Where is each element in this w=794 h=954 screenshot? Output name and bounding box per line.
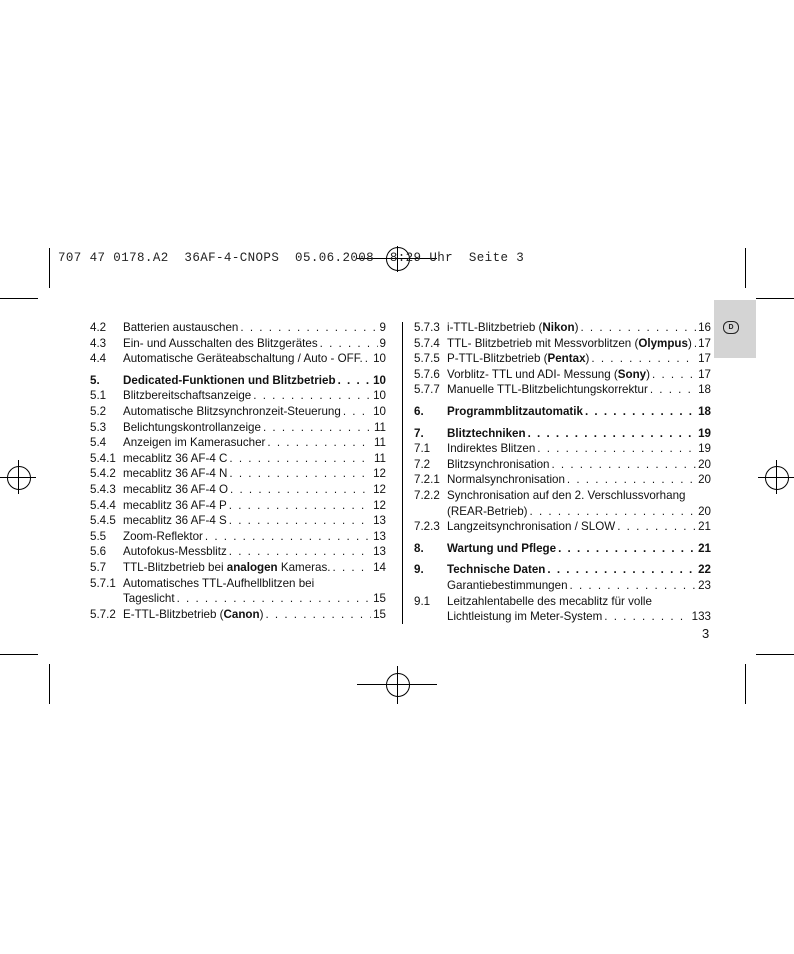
toc-entry-number: 5.5 xyxy=(90,529,107,543)
toc-leader-dots xyxy=(229,467,371,480)
toc-entry-number: 5.7.1 xyxy=(90,576,116,590)
toc-leader-dots xyxy=(333,561,372,574)
toc-leader-dots xyxy=(267,436,372,449)
toc-entry-page: 15 xyxy=(373,592,386,606)
toc-entry xyxy=(90,436,386,452)
toc-entry-page: 22 xyxy=(698,563,711,577)
print-header-line: 707 47 0178.A2 36AF-4-CNOPS 05.06.2008 8:29 Uhr Seite 3 xyxy=(58,251,525,265)
toc-entry-number: 7.2.3 xyxy=(414,520,440,534)
toc-entry xyxy=(414,442,711,458)
toc-leader-dots xyxy=(547,563,696,576)
toc-entry xyxy=(90,374,386,390)
toc-entry xyxy=(414,489,711,505)
toc-entry-title: Dedicated-Funktionen und Blitzbetrieb xyxy=(123,373,336,387)
toc-leader-dots xyxy=(528,427,697,440)
toc-entry-number: 5.4.3 xyxy=(90,482,116,496)
register-bottom-circle xyxy=(386,673,410,697)
toc-entry-title: Garantiebestimmungen xyxy=(447,578,568,592)
toc-entry-page: 11 xyxy=(373,420,386,434)
toc-leader-dots xyxy=(365,352,371,365)
toc-entry-brand: Olympus xyxy=(638,336,688,350)
toc-entry-page: 18 xyxy=(698,383,711,397)
toc-entry xyxy=(90,405,386,421)
toc-entry-title: Programmblitzautomatik xyxy=(447,404,583,418)
toc-entry-title: Indirektes Blitzen xyxy=(447,442,536,456)
toc-entry-title: Normalsynchronisation xyxy=(447,473,565,487)
toc-entry-number: 5.7.3 xyxy=(414,321,440,334)
toc-entry-number: 5. xyxy=(90,373,100,387)
toc-leader-dots xyxy=(343,405,371,418)
toc-entry-title: Anzeigen im Kamerasucher xyxy=(123,436,266,450)
toc-entry-page: 13 xyxy=(373,545,386,559)
toc-leader-dots xyxy=(320,337,378,350)
toc-entry xyxy=(414,542,711,558)
crop-mark-top-right-v xyxy=(745,248,746,288)
crop-mark-top-left-v xyxy=(49,248,50,288)
toc-leader-dots xyxy=(537,442,696,455)
toc-entry-title: Zoom-Reflektor xyxy=(123,529,203,543)
toc-leader-dots xyxy=(570,579,697,592)
toc-entry-page: 13 xyxy=(373,514,386,528)
toc-entry-page: 18 xyxy=(698,404,711,418)
toc-entry-title: Automatisches TTL-Aufhellblitzen bei xyxy=(123,576,315,590)
toc-entry-number: 5.4.4 xyxy=(90,498,116,512)
toc-entry xyxy=(90,499,386,515)
toc-leader-dots xyxy=(652,368,696,381)
toc-entry-number: 5.7.5 xyxy=(414,352,440,366)
toc-leader-dots xyxy=(229,514,371,527)
crop-mark-top-left-h xyxy=(0,298,38,299)
toc-entry-title: Leitzahlentabelle des mecablitz für volle xyxy=(447,594,652,608)
toc-entry-number: 7.2 xyxy=(414,457,431,471)
toc-entry-number: 4.3 xyxy=(90,336,107,350)
toc-entry-number: 7. xyxy=(414,426,424,440)
toc-leader-dots xyxy=(551,458,696,471)
toc-entry-page: 17 xyxy=(698,367,711,381)
toc-entry-title: mecablitz 36 AF-4 O xyxy=(123,482,229,496)
toc-entry xyxy=(90,389,386,405)
toc-entry-page: 11 xyxy=(373,436,386,450)
toc-entry xyxy=(90,514,386,530)
toc-entry-title: E-TTL-Blitzbetrieb (Canon) xyxy=(123,607,264,621)
toc-entry xyxy=(414,595,711,611)
toc-entry-page: 16 xyxy=(698,321,711,334)
toc-entry-title: Langzeitsynchronisation / SLOW xyxy=(447,520,616,534)
toc-entry-title: Tageslicht xyxy=(123,592,175,606)
toc-entry-brand: Sony xyxy=(617,367,647,381)
toc-entry-number: 5.2 xyxy=(90,404,107,418)
toc-entry-number: 5.6 xyxy=(90,545,107,559)
toc-leader-dots xyxy=(229,452,372,465)
toc-entry xyxy=(90,561,386,577)
toc-entry-page: 10 xyxy=(373,404,386,418)
toc-entry-number: 5.4.2 xyxy=(90,467,116,481)
toc-entry-number: 7.2.1 xyxy=(414,473,440,487)
column-divider xyxy=(402,322,403,624)
toc-entry-title: Synchronisation auf den 2. Verschlussvorhang xyxy=(447,488,686,502)
toc-entry-number: 5.7.7 xyxy=(414,383,440,397)
toc-entry-title: mecablitz 36 AF-4 N xyxy=(123,467,228,481)
toc-entry xyxy=(414,383,711,399)
toc-entry xyxy=(90,452,386,468)
toc-entry xyxy=(414,321,711,337)
toc-entry xyxy=(414,610,711,626)
register-left-circle xyxy=(7,466,31,490)
toc-entry xyxy=(90,545,386,561)
toc-entry-number: 5.4.1 xyxy=(90,451,116,465)
toc-entry xyxy=(90,421,386,437)
toc-entry xyxy=(414,458,711,474)
toc-entry-title: Blitzbereitschaftsanzeige xyxy=(123,389,252,403)
toc-entry-title: TTL-Blitzbetrieb bei analogen Kameras. xyxy=(123,560,331,574)
toc-entry-title: i-TTL-Blitzbetrieb (Nikon) xyxy=(447,321,579,334)
toc-leader-dots xyxy=(265,608,371,621)
toc-entry-page: 20 xyxy=(698,457,711,471)
page-number: 3 xyxy=(702,626,710,641)
toc-leader-dots xyxy=(229,545,371,558)
toc-entry-title: Vorblitz- TTL und ADI- Messung (Sony) xyxy=(447,367,650,381)
toc-entry-title: TTL- Blitzbetrieb mit Messvorblitzen (Olympus) xyxy=(447,336,692,350)
toc-entry xyxy=(90,577,386,593)
toc-entry xyxy=(90,608,386,624)
toc-entry-page: 17 xyxy=(698,352,711,366)
toc-right-column xyxy=(414,321,711,626)
toc-entry-number: 4.4 xyxy=(90,352,107,366)
toc-leader-dots xyxy=(558,542,696,555)
toc-entry-number: 5.1 xyxy=(90,389,107,403)
toc-entry xyxy=(414,405,711,421)
toc-entry-page: 9 xyxy=(379,336,386,350)
toc-entry xyxy=(414,579,711,595)
toc-entry-page: 10 xyxy=(373,352,386,366)
toc-leader-dots xyxy=(177,592,372,605)
toc-leader-dots xyxy=(567,473,696,486)
toc-entry-title: Lichtleistung im Meter-System xyxy=(447,610,603,624)
toc-leader-dots xyxy=(604,610,689,623)
toc-entry-title: Automatische Blitzsynchronzeit-Steuerung xyxy=(123,404,341,418)
toc-entry-number: 4.2 xyxy=(90,321,107,334)
toc-leader-dots xyxy=(205,530,371,543)
toc-entry xyxy=(414,427,711,443)
toc-entry-number: 5.7 xyxy=(90,560,107,574)
toc-entry-number: 5.7.2 xyxy=(90,607,116,621)
toc-entry-page: 12 xyxy=(373,482,386,496)
toc-entry-page: 13 xyxy=(373,529,386,543)
toc-entry-title: P-TTL-Blitzbetrieb (Pentax) xyxy=(447,352,590,366)
toc-entry-page: 11 xyxy=(373,451,386,465)
toc-entry-title: Blitzsynchronisation xyxy=(447,457,550,471)
toc-entry-number: 9. xyxy=(414,563,424,577)
toc-entry-number: 5.7.6 xyxy=(414,367,440,381)
toc-entry-title: Batterien austauschen xyxy=(123,321,239,334)
toc-entry-brand: Nikon xyxy=(542,321,575,334)
toc-leader-dots xyxy=(580,321,696,334)
toc-entry-number: 7.2.2 xyxy=(414,488,440,502)
toc-entry-page: 15 xyxy=(373,607,386,621)
toc-entry-number: 5.7.4 xyxy=(414,336,440,350)
toc-entry-number: 5.4.5 xyxy=(90,514,116,528)
toc-leader-dots xyxy=(263,421,372,434)
toc-entry-page: 21 xyxy=(698,520,711,534)
language-badge: D xyxy=(723,321,739,334)
toc-entry-title: mecablitz 36 AF-4 C xyxy=(123,451,228,465)
toc-entry-title: (REAR-Betrieb) xyxy=(447,504,528,518)
toc-entry-title: Belichtungskontrollanzeige xyxy=(123,420,261,434)
register-right-circle xyxy=(765,466,789,490)
toc-entry-brand: Canon xyxy=(223,607,260,621)
toc-leader-dots xyxy=(230,483,371,496)
toc-entry xyxy=(90,467,386,483)
toc-leader-dots xyxy=(338,374,372,387)
toc-entry-page: 12 xyxy=(373,467,386,481)
crop-mark-bottom-right-v xyxy=(745,664,746,704)
toc-entry-page: 19 xyxy=(698,426,711,440)
toc-leader-dots xyxy=(530,505,697,518)
toc-entry-page: 12 xyxy=(373,498,386,512)
toc-leader-dots xyxy=(253,389,371,402)
toc-entry xyxy=(414,473,711,489)
toc-leader-dots xyxy=(617,520,696,533)
toc-entry xyxy=(90,352,386,368)
toc-entry xyxy=(90,337,386,353)
toc-entry xyxy=(414,368,711,384)
toc-entry-page: 17 xyxy=(698,336,711,350)
toc-leader-dots xyxy=(694,337,696,350)
toc-entry xyxy=(414,520,711,536)
toc-entry-title: Ein- und Ausschalten des Blitzgerätes xyxy=(123,336,318,350)
toc-entry-number: 8. xyxy=(414,541,424,555)
toc-entry-title: Autofokus-Messblitz xyxy=(123,545,227,559)
toc-leader-dots xyxy=(229,499,371,512)
toc-entry xyxy=(414,352,711,368)
toc-entry-page: 133 xyxy=(691,610,711,624)
crop-mark-top-right-h xyxy=(756,298,794,299)
toc-entry-title: Blitztechniken xyxy=(447,426,526,440)
toc-entry-title: Automatische Geräteabschaltung / Auto - OFF. xyxy=(123,352,363,366)
toc-entry xyxy=(90,321,386,337)
toc-entry-page: 21 xyxy=(698,541,711,555)
crop-mark-bottom-right-h xyxy=(756,654,794,655)
toc-entry-brand: Pentax xyxy=(547,352,586,366)
toc-entry xyxy=(414,563,711,579)
toc-entry-number: 7.1 xyxy=(414,442,431,456)
toc-entry-title: mecablitz 36 AF-4 S xyxy=(123,514,227,528)
toc-entry xyxy=(414,337,711,353)
toc-leader-dots xyxy=(591,352,696,365)
toc-entry-page: 9 xyxy=(379,321,386,334)
toc-entry xyxy=(90,592,386,608)
toc-entry-page: 10 xyxy=(373,389,386,403)
toc-left-column xyxy=(90,321,386,623)
toc-entry-page: 19 xyxy=(698,442,711,456)
crop-mark-bottom-left-h xyxy=(0,654,38,655)
toc-entry-title: Wartung und Pflege xyxy=(447,541,557,555)
toc-entry xyxy=(90,530,386,546)
toc-entry-page: 20 xyxy=(698,504,711,518)
crop-mark-bottom-left-v xyxy=(49,664,50,704)
toc-entry-number: 5.4 xyxy=(90,436,107,450)
toc-entry-brand: analogen xyxy=(226,560,278,574)
toc-entry xyxy=(414,505,711,521)
toc-entry-page: 20 xyxy=(698,473,711,487)
toc-entry-number: 9.1 xyxy=(414,594,431,608)
toc-entry-page: 14 xyxy=(373,560,386,574)
toc-entry-title: Technische Daten xyxy=(447,563,546,577)
toc-entry-page: 23 xyxy=(698,578,711,592)
toc-entry-title: mecablitz 36 AF-4 P xyxy=(123,498,227,512)
toc-leader-dots xyxy=(650,383,696,396)
toc-entry-number: 5.3 xyxy=(90,420,107,434)
toc-leader-dots xyxy=(240,321,377,334)
toc-entry-title: Manuelle TTL-Blitzbelichtungskorrektur xyxy=(447,383,648,397)
toc-leader-dots xyxy=(585,405,696,418)
toc-entry xyxy=(90,483,386,499)
toc-entry-page: 10 xyxy=(373,373,386,387)
toc-entry-number: 6. xyxy=(414,404,424,418)
